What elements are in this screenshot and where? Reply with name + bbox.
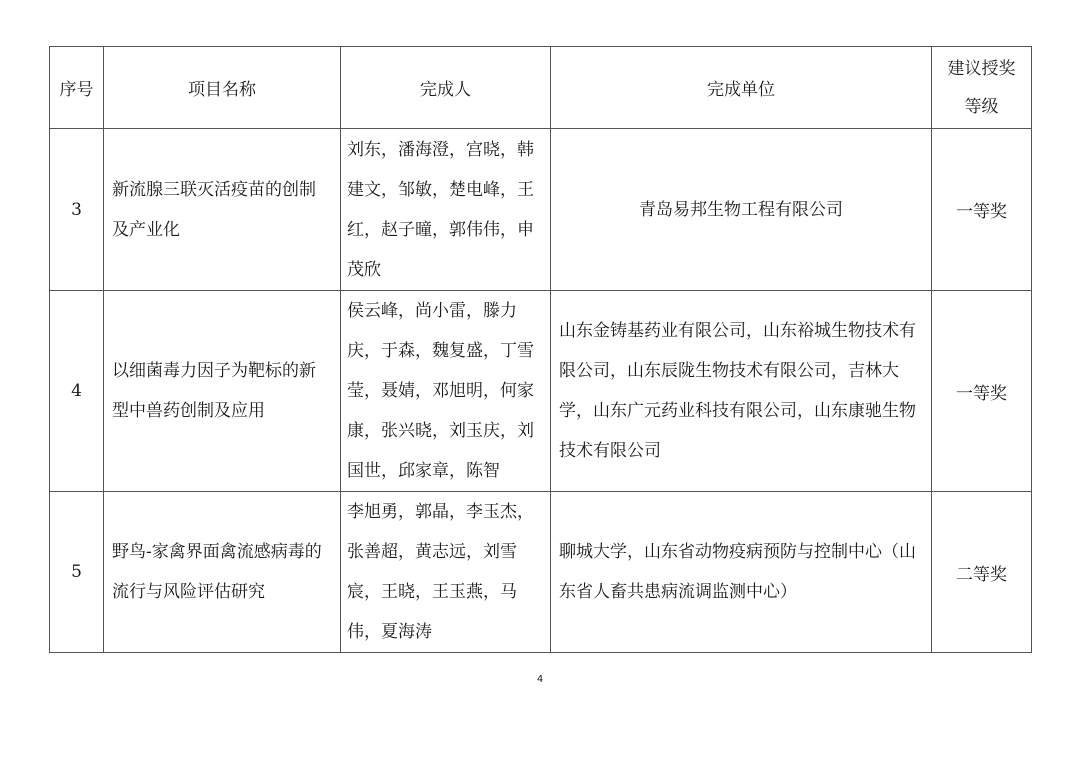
header-completing-unit: 完成单位	[551, 47, 932, 129]
row-serial-number: 3	[50, 129, 104, 291]
row-project-name: 以细菌毒力因子为靶标的新型中兽药创制及应用	[104, 291, 341, 492]
row-serial-number: 4	[50, 291, 104, 492]
header-award-level-line1: 建议授奖	[947, 58, 1016, 79]
row-completing-unit: 聊城大学，山东省动物疫病预防与控制中心（山东省人畜共患病流调监测中心）	[551, 492, 932, 653]
award-table	[49, 46, 1032, 653]
row-project-name: 野鸟-家禽界面禽流感病毒的流行与风险评估研究	[104, 492, 341, 653]
row-project-name: 新流腺三联灭活疫苗的创制及产业化	[104, 129, 341, 291]
table-header-row	[50, 47, 1032, 129]
header-serial-number: 序号	[50, 47, 104, 129]
row-award-level: 二等奖	[932, 492, 1032, 653]
table-row	[50, 291, 1032, 492]
row-serial-number: 5	[50, 492, 104, 653]
header-completers: 完成人	[341, 47, 551, 129]
row-completers: 李旭勇，郭晶，李玉杰，张善超，黄志远，刘雪宸，王晓，王玉燕，马伟，夏海涛	[341, 492, 551, 653]
page-number: 4	[536, 674, 544, 685]
row-completers: 侯云峰，尚小雷，滕力庆，于森，魏复盛，丁雪莹，聂婧，邓旭明，何家康，张兴晓，刘玉庆，刘国世，邱家章，陈智	[341, 291, 551, 492]
row-award-level: 一等奖	[932, 129, 1032, 291]
table-row	[50, 129, 1032, 291]
header-award-level-line2: 等级	[964, 96, 999, 117]
row-completing-unit: 青岛易邦生物工程有限公司	[551, 129, 932, 291]
row-completers: 刘东，潘海澄，宫晓，韩建文，邹敏，楚电峰，王红，赵子曈，郭伟伟，申茂欣	[341, 129, 551, 291]
table-row	[50, 492, 1032, 653]
header-project-name: 项目名称	[104, 47, 341, 129]
header-award-level	[932, 47, 1032, 129]
row-award-level: 一等奖	[932, 291, 1032, 492]
row-completing-unit: 山东金铸基药业有限公司，山东裕城生物技术有限公司，山东辰陇生物技术有限公司，吉林大学，山东广元药业科技有限公司，山东康驰生物技术有限公司	[551, 291, 932, 492]
